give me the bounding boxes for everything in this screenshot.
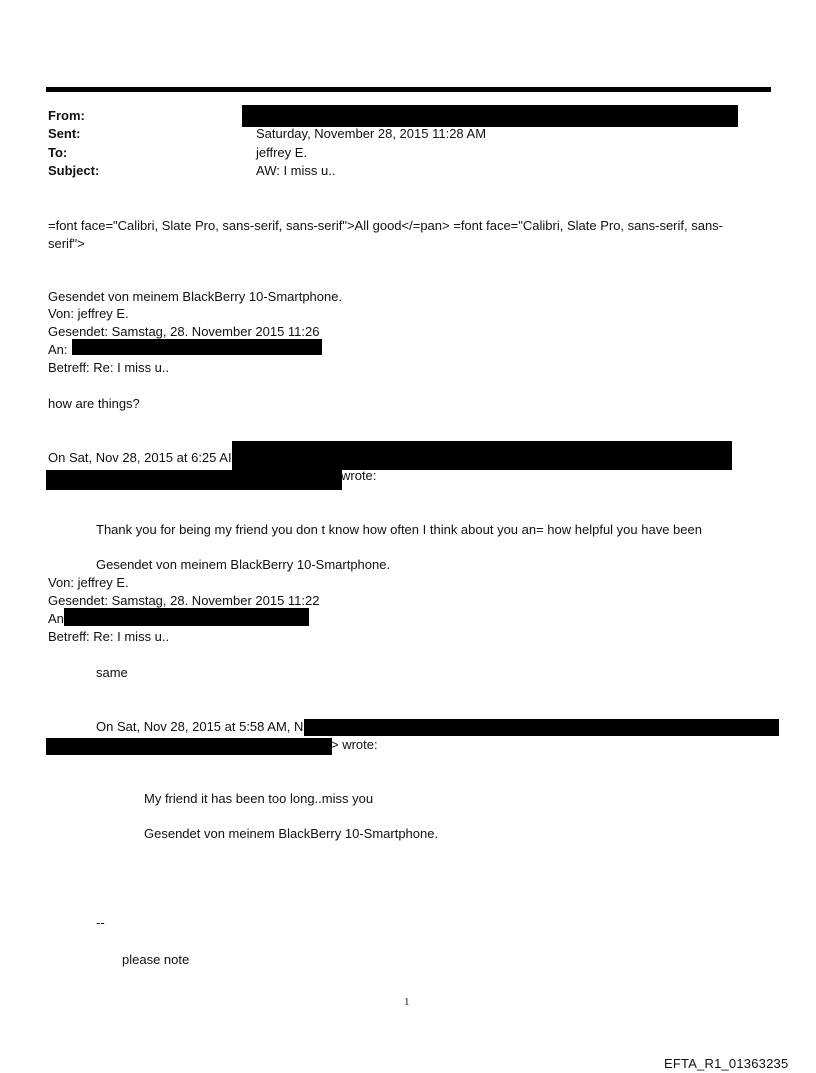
- page-number: 1: [404, 996, 410, 1008]
- redaction-quote1-sender: [232, 441, 732, 470]
- reply1-sent-from: Gesendet von meinem BlackBerry 10-Smartphone.: [48, 289, 343, 304]
- font-line-1: =font face="Calibri, Slate Pro, sans-serif, sans-serif">All good</=pan> =font face="Calibri, Slate Pro, sans-serif, sans-: [48, 218, 724, 233]
- reply1-betreff: Betreff: Re: I miss u..: [48, 360, 170, 375]
- quote1-sent-from: Gesendet von meinem BlackBerry 10-Smartphone.: [96, 557, 391, 572]
- reply2-von: Von: jeffrey E.: [48, 575, 129, 590]
- header-rule: [46, 87, 771, 92]
- quote2-wrote: > wrote:: [331, 737, 378, 752]
- quote2-message: My friend it has been too long..miss you: [144, 791, 374, 806]
- sent-label: Sent:: [48, 126, 81, 141]
- subject-value: AW: I miss u..: [256, 163, 336, 178]
- signature-dashes: --: [96, 915, 105, 930]
- quote2-sent-from: Gesendet von meinem BlackBerry 10-Smartphone.: [144, 826, 439, 841]
- reply1-message: how are things?: [48, 396, 140, 411]
- redaction-an-1: [72, 339, 322, 355]
- reply1-gesendet: Gesendet: Samstag, 28. November 2015 11:26: [48, 324, 320, 339]
- reply1-an: An:: [48, 342, 68, 357]
- reply2-an: An: [48, 611, 64, 626]
- to-value: jeffrey E.: [256, 145, 308, 160]
- reply2-betreff: Betreff: Re: I miss u..: [48, 629, 170, 644]
- reply2-message: same: [96, 665, 128, 680]
- reply2-gesendet: Gesendet: Samstag, 28. November 2015 11:22: [48, 593, 320, 608]
- footer-doc-id: EFTA_R1_01363235: [664, 1056, 789, 1071]
- from-label: From:: [48, 108, 85, 123]
- reply1-von: Von: jeffrey E.: [48, 306, 129, 321]
- font-line-2: serif">: [48, 236, 85, 251]
- sent-value: Saturday, November 28, 2015 11:28 AM: [256, 126, 487, 141]
- quote1-on-line: On Sat, Nov 28, 2015 at 6:25 AI: [48, 450, 232, 465]
- redaction-quote2-email: [46, 738, 332, 755]
- please-note: please note: [122, 952, 190, 967]
- redaction-quote1-email: [46, 470, 342, 490]
- quote2-on-line: On Sat, Nov 28, 2015 at 5:58 AM, N: [96, 719, 304, 734]
- redaction-an-2: [64, 608, 309, 626]
- to-label: To:: [48, 145, 68, 160]
- subject-label: Subject:: [48, 163, 100, 178]
- redaction-quote2-sender: [304, 719, 779, 736]
- quote1-wrote: wrote:: [341, 468, 377, 483]
- redaction-from: [242, 105, 738, 127]
- quote1-message: Thank you for being my friend you don t know how often I think about you an= how helpful you have been: [96, 522, 702, 537]
